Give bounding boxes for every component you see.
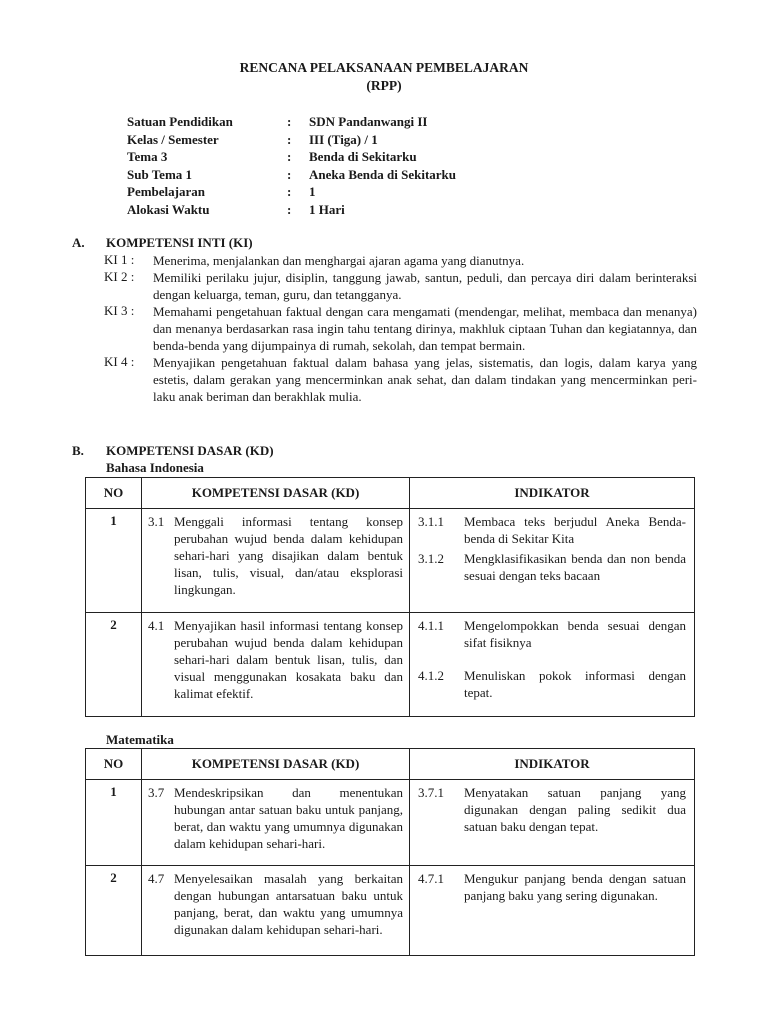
header-kd: KOMPETENSI DASAR (KD) <box>142 478 410 509</box>
identity-value: III (Tiga) / 1 <box>309 131 378 147</box>
indicator-cell <box>410 866 695 956</box>
ki-item <box>104 303 697 354</box>
section-title: KOMPETENSI INTI (KI) <box>106 235 253 250</box>
ki-code: KI 1 : <box>104 252 135 267</box>
kd-text: Mendeskripsikan dan menentukan hubungan antar satuan baku untuk panjang, berat, dan waktu yang umumnya digunakan dalam kehidupan sehari-hari. <box>174 785 403 851</box>
identity-row <box>127 113 456 131</box>
identity-label: Alokasi Waktu <box>127 201 210 217</box>
identity-row <box>127 131 456 149</box>
indicator-number: 4.7.1 <box>418 871 444 886</box>
identity-value: SDN Pandanwangi II <box>309 114 428 129</box>
ki-item <box>104 269 697 303</box>
kd-cell <box>142 509 410 613</box>
indicator-number: 3.1.2 <box>418 551 444 566</box>
identity-separator: : <box>287 201 292 217</box>
indicator-text: Menyatakan satuan panjang yang digunakan dengan paling sedikit dua satuan baku dengan tepat. <box>464 785 686 834</box>
table-header-row <box>86 749 695 780</box>
indicator-item <box>418 784 686 835</box>
identity-label: Satuan Pendidikan <box>127 114 233 129</box>
kd-number: 3.7 <box>148 785 165 800</box>
header-kd: KOMPETENSI DASAR (KD) <box>142 749 410 780</box>
ki-text: Memahami pengetahuan faktual dengan cara mengamati (mendengar, melihat, membaca dan menanya) dan menanya berdasarkan rasa ingin tahu tentang dirinya, makhluk ciptaan Tuhan dan kegiatannya, dan benda-benda yang dijumpainya di rumah, sekolah, dan tempat bermain. <box>153 304 697 353</box>
kd-cell <box>142 780 410 866</box>
indicator-item <box>418 870 686 904</box>
indicator-text: Membaca teks berjudul Aneka Benda-benda di Sekitar Kita <box>464 514 686 546</box>
kd-table-bahasa-indonesia <box>85 477 695 717</box>
kd-cell <box>142 613 410 717</box>
table-row <box>86 780 695 866</box>
kd-cell <box>142 866 410 956</box>
document-title: RENCANA PELAKSANAAN PEMBELAJARAN <box>239 60 529 75</box>
ki-list <box>104 252 697 405</box>
section-a-heading <box>72 235 253 251</box>
table-row <box>86 613 695 717</box>
section-title: KOMPETENSI DASAR (KD) <box>106 443 274 458</box>
identity-label: Pembelajaran <box>127 184 205 199</box>
identity-value: Aneka Benda di Sekitarku <box>309 166 457 182</box>
ki-code: KI 2 : <box>104 269 135 284</box>
row-number: 1 <box>86 509 142 613</box>
kd-number: 3.1 <box>148 514 165 529</box>
table-header-row <box>86 478 695 509</box>
identity-label: Sub Tema 1 <box>127 166 193 182</box>
identity-separator: : <box>287 149 292 164</box>
ki-code: KI 4 : <box>104 354 135 369</box>
table-row <box>86 509 695 613</box>
ki-text: Memiliki perilaku jujur, disiplin, tanggung jawab, santun, peduli, dan percaya diri dalam berinteraksi dengan keluarga, teman, guru, dan tetangganya. <box>153 270 697 302</box>
section-b-heading <box>72 443 274 459</box>
row-number: 1 <box>86 780 142 866</box>
identity-label: Kelas / Semester <box>127 131 219 147</box>
indicator-number: 4.1.1 <box>418 618 444 633</box>
subject-heading-matematika: Matematika <box>106 732 174 747</box>
ki-text: Menyajikan pengetahuan faktual dalam bahasa yang jelas, sistematis, dan logis, dalam karya yang estetis, dalam gerakan yang mencerminkan anak sehat, dan dalam tindakan yang mencerminkan peri-laku anak beriman dan berakhlak mulia. <box>153 355 697 404</box>
indicator-text: Menuliskan pokok informasi dengan tepat. <box>464 668 686 700</box>
identity-separator: : <box>287 166 292 182</box>
ki-item <box>104 354 697 405</box>
identity-value: 1 <box>309 184 316 199</box>
indicator-cell <box>410 780 695 866</box>
document-subtitle: (RPP) <box>366 78 402 93</box>
identity-separator: : <box>287 184 292 199</box>
identity-block <box>127 113 456 218</box>
kd-text: Menggali informasi tentang konsep perubahan wujud benda dalam kehidupan sehari-hari yang disajikan dalam bentuk lisan, tulis, visual, dan/atau eksplorasi lingkungan. <box>174 514 403 597</box>
indicator-text: Mengklasifikasikan benda dan non benda sesuai dengan teks bacaan <box>464 551 686 583</box>
row-number: 2 <box>86 613 142 717</box>
ki-text: Menerima, menjalankan dan menghargai ajaran agama yang dianutnya. <box>153 253 525 268</box>
indicator-cell <box>410 613 695 717</box>
header-indikator: INDIKATOR <box>410 478 695 509</box>
subject-heading-bahasa-indonesia: Bahasa Indonesia <box>106 460 204 475</box>
header-indikator: INDIKATOR <box>410 749 695 780</box>
indicator-text: Mengukur panjang benda dengan satuan panjang baku yang sering digunakan. <box>464 871 686 903</box>
identity-value: Benda di Sekitarku <box>309 149 417 164</box>
identity-separator: : <box>287 114 292 129</box>
kd-text: Menyajikan hasil informasi tentang konsep perubahan wujud benda dalam kehidupan sehari-hari dalam bentuk lisan, tulis, dan visual menggunakan kosakata baku dan kalimat efektif. <box>174 618 403 701</box>
kd-table-matematika <box>85 748 695 956</box>
table-row <box>86 866 695 956</box>
header-no: NO <box>86 749 142 780</box>
indicator-cell <box>410 509 695 613</box>
ki-code: KI 3 : <box>104 303 135 318</box>
indicator-number: 3.1.1 <box>418 514 444 529</box>
section-letter: A. <box>72 235 85 250</box>
header-no: NO <box>86 478 142 509</box>
identity-row <box>127 148 456 166</box>
kd-number: 4.1 <box>148 618 165 633</box>
identity-separator: : <box>287 131 292 147</box>
indicator-number: 4.1.2 <box>418 668 444 683</box>
kd-text: Menyelesaikan masalah yang berkaitan dengan hubungan antarsatuan baku untuk panjang, berat, dan waktu yang umumnya digunakan dalam kehidupan sehari-hari. <box>174 871 403 937</box>
indicator-item <box>418 667 686 701</box>
identity-value: 1 Hari <box>309 201 345 217</box>
identity-label: Tema 3 <box>127 149 168 164</box>
row-number: 2 <box>86 866 142 956</box>
identity-row <box>127 201 456 219</box>
indicator-item <box>418 550 686 584</box>
indicator-item <box>418 617 686 651</box>
indicator-item <box>418 513 686 547</box>
indicator-number: 3.7.1 <box>418 785 444 800</box>
indicator-text: Mengelompokkan benda sesuai dengan sifat fisiknya <box>464 618 686 650</box>
identity-row <box>127 166 456 184</box>
ki-item <box>104 252 697 269</box>
kd-number: 4.7 <box>148 871 165 886</box>
section-letter: B. <box>72 443 84 458</box>
identity-row <box>127 183 456 201</box>
